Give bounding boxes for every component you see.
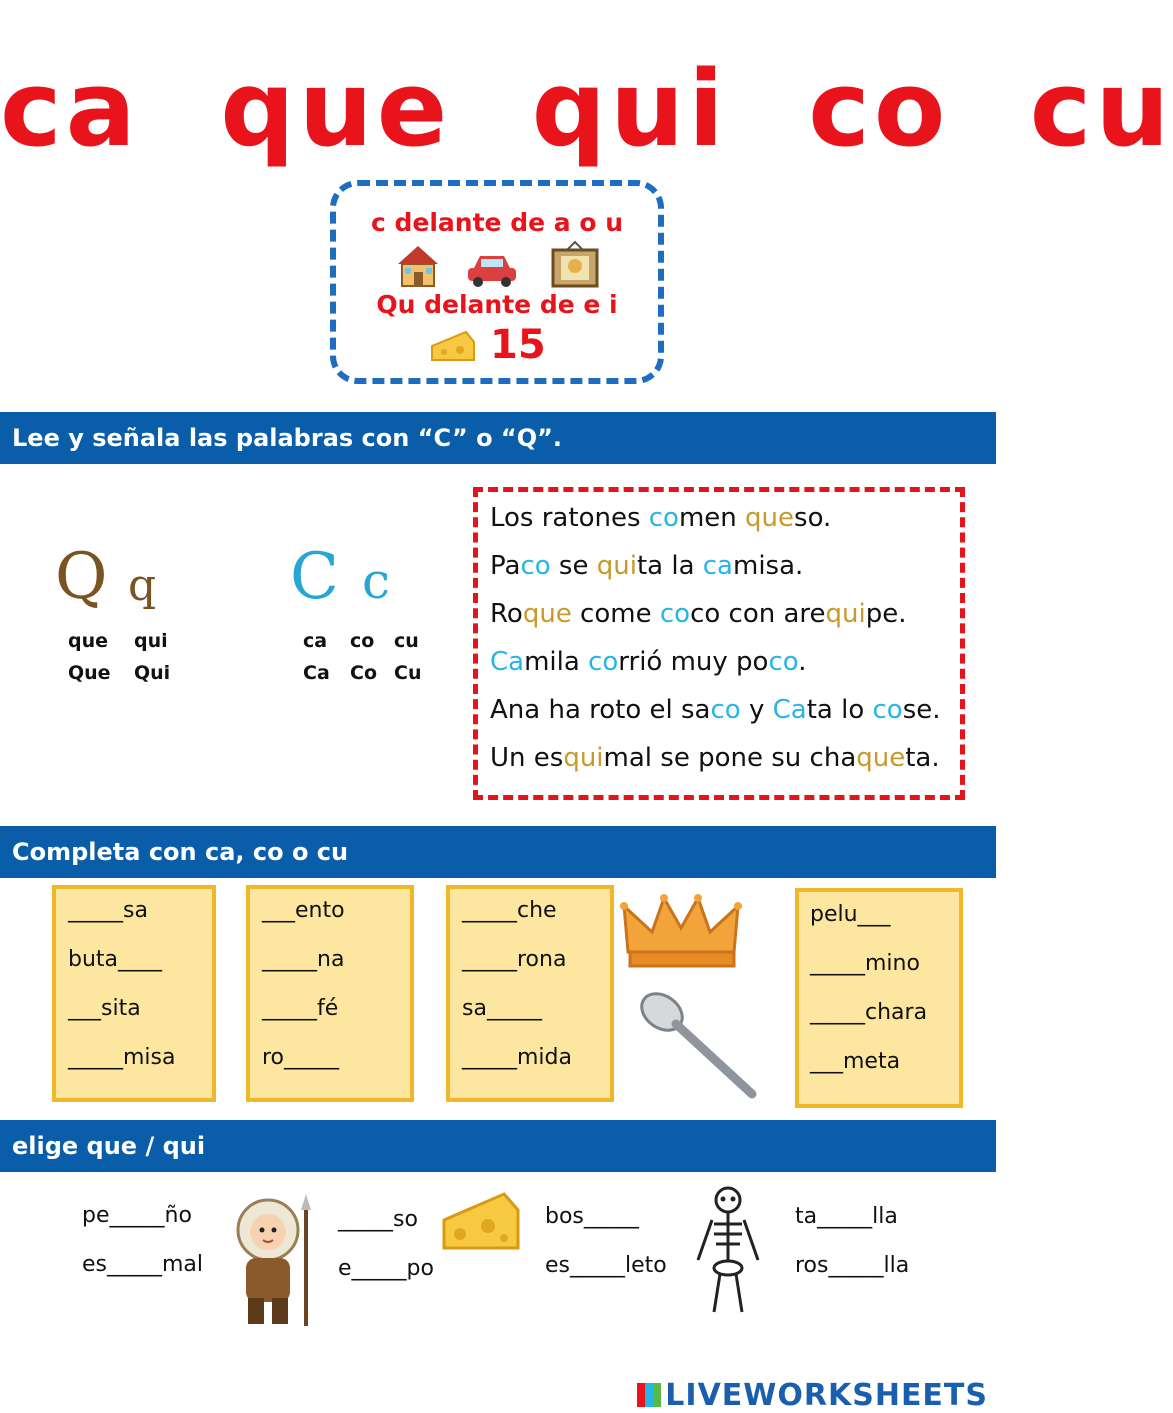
sentence [490, 551, 803, 581]
sentence-text: Ana ha roto el sa [490, 695, 711, 725]
highlighted-syllable: que [856, 743, 906, 773]
fill-word[interactable]: ro_____ [262, 1045, 340, 1070]
highlighted-syllable: co [520, 551, 551, 581]
skeleton-icon [688, 1184, 768, 1318]
sentence [490, 743, 940, 773]
sentence-text: pe. [865, 599, 907, 629]
sentence [490, 503, 831, 533]
eskimo-icon [226, 1192, 318, 1330]
crown-icon [620, 892, 742, 970]
syllable: que [68, 630, 109, 652]
fill-word[interactable]: ta_____lla [795, 1204, 898, 1229]
fill-word[interactable]: sa_____ [462, 996, 542, 1021]
fill-word[interactable]: _____mida [462, 1045, 572, 1070]
syllable: Qui [134, 662, 171, 684]
section-banner-complete: Completa con ca, co o cu [0, 826, 996, 878]
syllable: Que [68, 662, 111, 684]
section-banner-que-qui: elige que / qui [0, 1120, 996, 1172]
fill-word[interactable]: _____mino [810, 951, 920, 976]
cheese-icon [430, 330, 476, 364]
sentence [490, 599, 907, 629]
sentence-text: se. [902, 695, 941, 725]
sentence-text: rrió muy po [618, 647, 769, 677]
highlighted-syllable: co [872, 695, 903, 725]
sentence-text: men [678, 503, 746, 533]
car-icon [466, 252, 518, 288]
syllable: Ca [303, 662, 330, 684]
sentence-text: misa. [733, 551, 804, 581]
spoon-icon [632, 986, 760, 1102]
fill-word[interactable]: ros_____lla [795, 1253, 910, 1278]
sentence-text: ta la [636, 551, 703, 581]
sentence-text: . [798, 647, 807, 677]
fill-word[interactable]: pe_____ño [82, 1203, 192, 1228]
highlighted-syllable: Ca [772, 695, 807, 725]
sentence-text: co con are [690, 599, 826, 629]
syllable: qui [134, 630, 168, 652]
letter-q-upper: Q [55, 540, 108, 614]
highlighted-syllable: co [588, 647, 619, 677]
picture-frame-icon [550, 242, 600, 288]
fill-word[interactable]: buta____ [68, 947, 163, 972]
highlighted-syllable: Ca [490, 647, 525, 677]
highlighted-syllable: que [745, 503, 795, 533]
fill-word[interactable]: _____sa [68, 898, 148, 923]
fill-word[interactable]: ___ento [262, 898, 345, 923]
fill-word[interactable]: ___meta [810, 1049, 901, 1074]
sentence-text: come [571, 599, 660, 629]
sentence [490, 647, 806, 677]
sentence-text: so. [794, 503, 832, 533]
sentence-text: Ro [490, 599, 523, 629]
fill-word[interactable]: _____so [338, 1207, 418, 1232]
sentence-text: Los ratones [490, 503, 649, 533]
fill-word[interactable]: _____chara [810, 1000, 928, 1025]
sentence [490, 695, 941, 725]
syllable: cu [394, 630, 419, 652]
sentence-text: Pa [490, 551, 521, 581]
brand-logo [637, 1378, 988, 1413]
fill-word[interactable]: _____misa [68, 1045, 176, 1070]
highlighted-syllable: qui [596, 551, 637, 581]
brand-icon [637, 1383, 661, 1407]
fill-word[interactable]: _____fé [262, 996, 339, 1021]
syllable: ca [303, 630, 328, 652]
highlighted-syllable: que [522, 599, 572, 629]
fill-word[interactable]: bos_____ [545, 1204, 639, 1229]
fill-word[interactable]: pelu___ [810, 902, 891, 927]
fill-word[interactable]: _____che [462, 898, 557, 923]
letter-c-lower: c [362, 552, 391, 610]
rule-box [330, 180, 664, 384]
sentence-text: ta. [905, 743, 940, 773]
sentence-text: se [550, 551, 597, 581]
sentence-text: y [740, 695, 773, 725]
brand-text: LIVEWORKSHEETS [665, 1378, 988, 1413]
highlighted-syllable: qui [563, 743, 604, 773]
rule-qu-line: Qu delante de e i [376, 290, 618, 319]
syllable: Co [350, 662, 377, 684]
fill-word[interactable]: ___sita [68, 996, 141, 1021]
rule-number: 15 [490, 322, 546, 368]
sentence-text: mila [524, 647, 589, 677]
sentence-text: ta lo [806, 695, 873, 725]
letter-c-upper: C [290, 540, 339, 614]
sentence-text: Un es [490, 743, 564, 773]
highlighted-syllable: co [768, 647, 799, 677]
highlighted-syllable: co [648, 503, 679, 533]
sentence-text: mal se pone su cha [603, 743, 857, 773]
page-title: ca que qui co cu [0, 48, 1173, 170]
syllable: co [350, 630, 375, 652]
highlighted-syllable: co [710, 695, 741, 725]
cheese-icon [440, 1190, 522, 1254]
letter-q-lower: q [128, 560, 157, 611]
fill-word[interactable]: es_____leto [545, 1253, 667, 1278]
fill-word[interactable]: _____na [262, 947, 345, 972]
syllable: Cu [394, 662, 422, 684]
fill-word[interactable]: e_____po [338, 1256, 434, 1281]
rule-c-line: c delante de a o u [370, 208, 624, 237]
highlighted-syllable: qui [825, 599, 866, 629]
fill-word[interactable]: _____rona [462, 947, 567, 972]
house-icon [396, 244, 440, 288]
section-banner-read: Lee y señala las palabras con “C” o “Q”. [0, 412, 996, 464]
highlighted-syllable: co [659, 599, 691, 629]
highlighted-syllable: ca [702, 551, 733, 581]
fill-word[interactable]: es_____mal [82, 1252, 204, 1277]
